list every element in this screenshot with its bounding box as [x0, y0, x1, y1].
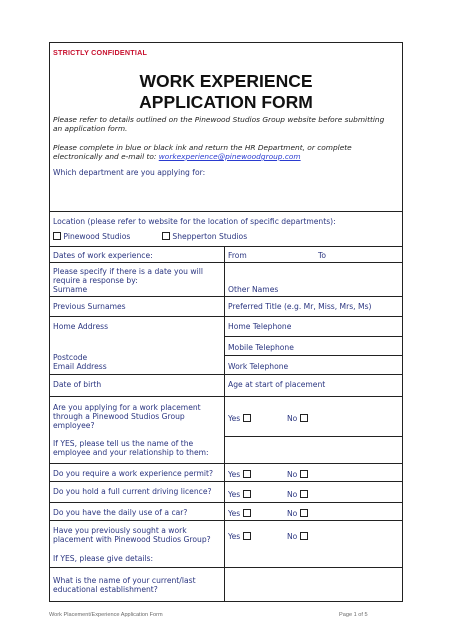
sought-question-line1: Have you previously sought a work	[53, 526, 187, 535]
sought-yes-checkbox[interactable]	[243, 532, 251, 540]
licence-yes-checkbox[interactable]	[243, 490, 251, 498]
home-telephone-label: Home Telephone	[228, 322, 292, 331]
form-title-line1: WORK EXPERIENCE	[139, 71, 313, 91]
application-form	[49, 42, 403, 602]
divider	[225, 336, 402, 337]
placement-question-line3: employee?	[53, 421, 95, 430]
work-telephone-label: Work Telephone	[228, 362, 289, 371]
placement-yes-checkbox[interactable]	[243, 414, 251, 422]
from-label: From	[228, 251, 247, 260]
dob-label: Date of birth	[53, 380, 102, 389]
address-row	[50, 316, 402, 374]
intro-line1: Please refer to details outlined on the Pinewood Studios Group website before submitting	[53, 115, 385, 124]
permit-yes-checkbox[interactable]	[243, 470, 251, 478]
car-no-checkbox[interactable]	[300, 509, 308, 517]
confidential-label: STRICTLY CONFIDENTIAL	[53, 48, 148, 57]
car-yes-checkbox[interactable]	[243, 509, 251, 517]
education-question-line2: educational establishment?	[53, 585, 158, 594]
shepperton-checkbox[interactable]	[162, 232, 170, 240]
instructions-line1: Please complete in blue or black ink and return the HR Department, or complete	[53, 143, 352, 152]
sought-question-line2: placement with Pinewood Studios Group?	[53, 535, 211, 544]
divider	[225, 355, 402, 356]
sought-yes-details: If YES, please give details:	[53, 554, 154, 563]
email-address-label: Email Address	[53, 362, 107, 371]
placement-yes-line1: If YES, please tell us the name of the	[53, 439, 194, 448]
intro-line2: an application form.	[53, 124, 128, 133]
response-date-line2: require a response by:	[53, 276, 138, 285]
permit-question: Do you require a work experience permit?	[53, 469, 214, 478]
permit-no-option[interactable]: No	[287, 470, 308, 479]
footer-document-title: Work Placement/Experience Application Form	[49, 612, 163, 618]
licence-no-option[interactable]: No	[287, 490, 308, 499]
dates-row	[50, 246, 402, 262]
placement-question-line1: Are you applying for a work placement	[53, 403, 201, 412]
car-no-option[interactable]: No	[287, 509, 308, 518]
sought-yes-option[interactable]: Yes	[228, 532, 251, 541]
permit-row	[50, 463, 402, 481]
education-row	[50, 567, 402, 601]
to-label: To	[318, 251, 326, 260]
surname-row	[50, 262, 402, 296]
surname-label: Surname	[53, 285, 88, 294]
pinewood-checkbox[interactable]	[53, 232, 61, 240]
email-link[interactable]: workexperience@pinewoodgroup.com	[158, 152, 301, 161]
education-question-line1: What is the name of your current/last	[53, 576, 196, 585]
home-address-label: Home Address	[53, 322, 109, 331]
previous-placement-row	[50, 520, 402, 567]
licence-question: Do you hold a full current driving licence?	[53, 487, 212, 496]
placement-yes-line2: employee and your relationship to them:	[53, 448, 209, 457]
other-names-label: Other Names	[228, 285, 279, 294]
location-option-shepperton[interactable]: Shepperton Studios	[162, 232, 247, 242]
preferred-title-label: Preferred Title (e.g. Mr, Miss, Mrs, Ms)	[228, 302, 372, 311]
permit-yes-option[interactable]: Yes	[228, 470, 251, 479]
car-yes-option[interactable]: Yes	[228, 509, 251, 518]
placement-no-checkbox[interactable]	[300, 414, 308, 422]
form-title-line2: APPLICATION FORM	[139, 92, 313, 112]
instructions-line2: electronically and e-mail to: workexperience@pinewoodgroup.com	[53, 152, 301, 161]
licence-row	[50, 481, 402, 502]
postcode-label: Postcode	[53, 353, 88, 362]
location-question: Location (please refer to website for the location of specific departments):	[53, 217, 336, 226]
placement-no-option[interactable]: No	[287, 414, 308, 423]
footer-page-number: Page 1 of 5	[339, 612, 368, 618]
sought-no-option[interactable]: No	[287, 532, 308, 541]
car-row	[50, 502, 402, 520]
divider	[225, 436, 402, 437]
licence-yes-option[interactable]: Yes	[228, 490, 251, 499]
car-question: Do you have the daily use of a car?	[53, 508, 188, 517]
previous-surnames-row	[50, 296, 402, 316]
age-start-label: Age at start of placement	[228, 380, 326, 389]
form-header	[50, 43, 402, 211]
location-row	[50, 211, 402, 246]
response-date-line1: Please specify if there is a date you will	[53, 267, 203, 276]
placement-yes-option[interactable]: Yes	[228, 414, 251, 423]
licence-no-checkbox[interactable]	[300, 490, 308, 498]
placement-question-line2: through a Pinewood Studios Group	[53, 412, 185, 421]
location-option-pinewood[interactable]: Pinewood Studios	[53, 232, 130, 242]
previous-surnames-label: Previous Surnames	[53, 302, 126, 311]
mobile-telephone-label: Mobile Telephone	[228, 343, 294, 352]
dates-label: Dates of work experience:	[53, 251, 153, 260]
permit-no-checkbox[interactable]	[300, 470, 308, 478]
placement-row	[50, 396, 402, 463]
sought-no-checkbox[interactable]	[300, 532, 308, 540]
dob-row	[50, 374, 402, 396]
department-question: Which department are you applying for:	[53, 168, 206, 177]
